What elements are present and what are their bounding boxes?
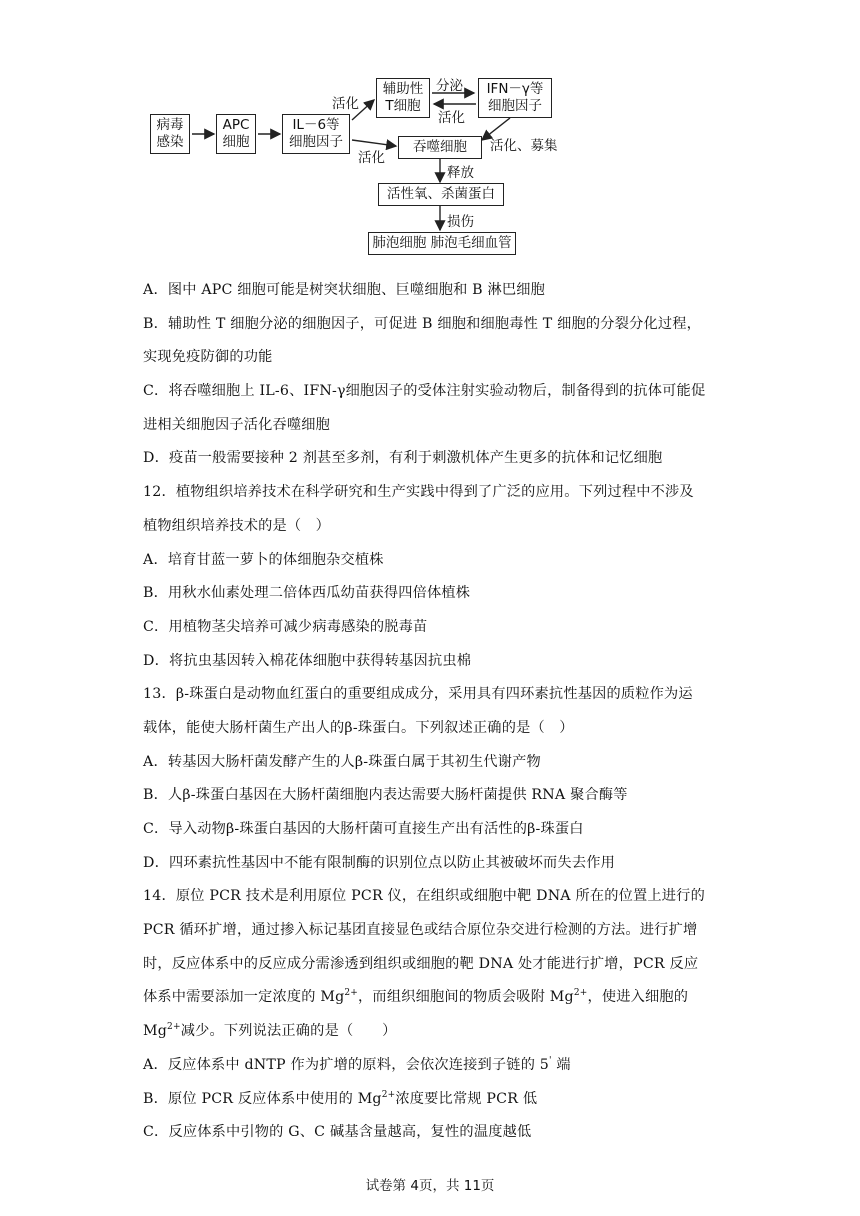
- apc-cell-box: [216, 114, 256, 154]
- il6-line-2: 细胞因子: [289, 134, 343, 150]
- label-activate-mid: 活化: [438, 110, 465, 126]
- q11-option-d: D．疫苗一般需要接种 2 剂甚至多剂，有利于刺激机体产生更多的抗体和记忆细胞: [143, 450, 663, 467]
- q12-option-b: B．用秋水仙素处理二倍体西瓜幼苗获得四倍体植株: [143, 585, 471, 602]
- mg1-sup: 2+: [344, 988, 359, 999]
- q12-stem-line-1: 12．植物组织培养技术在科学研究和生产实践中得到了广泛的应用。下列过程中不涉及: [143, 484, 694, 501]
- label-secrete: 分泌: [436, 78, 463, 94]
- q14a-post: 端: [551, 1056, 571, 1073]
- q14-stem-line-1: 14．原位 PCR 技术是利用原位 PCR 仪，在组织或细胞中靶 DNA 所在的位置上进行的: [143, 888, 705, 905]
- q14-stem-line-4: [143, 981, 723, 1015]
- q14-stem-line-3: 时，反应体系中的反应成分需渗透到组织或细胞的靶 DNA 处才能进行扩增，PCR 反应: [143, 955, 699, 972]
- lung-box: [368, 232, 516, 255]
- q14-stem-line-5: [143, 1015, 723, 1049]
- question-text: [143, 274, 723, 1150]
- virus-infection-box: [150, 114, 190, 154]
- q14b-post: 浓度要比常规 PCR 低: [395, 1090, 538, 1107]
- ros-label: 活性氧、杀菌蛋白: [387, 186, 495, 202]
- label-activate-left: 活化: [358, 150, 385, 166]
- helper-t-cell-box: [376, 78, 430, 118]
- label-activate-gather: 活化、募集: [490, 138, 558, 154]
- mg2-pre: Mg: [143, 1023, 168, 1040]
- q14-option-b: [143, 1083, 723, 1117]
- q12-option-c: C．用植物茎尖培养可减少病毒感染的脱毒苗: [143, 618, 428, 635]
- q14-option-c: C．反应体系中引物的 G、C 碱基含量越高，复性的温度越低: [143, 1124, 532, 1141]
- q13-option-a: A．转基因大肠杆菌发酵产生的人β-珠蛋白属于其初生代谢产物: [143, 753, 541, 770]
- q11-option-c-line-1: C．将吞噬细胞上 IL-6、IFN-γ细胞因子的受体注射实验动物后，制备得到的抗体可能促: [143, 383, 706, 400]
- q11-option-a: A．图中 APC 细胞可能是树突状细胞、巨噬细胞和 B 淋巴细胞: [143, 282, 546, 298]
- macrophage-label: 吞噬细胞: [413, 139, 467, 155]
- virus-line-1: 病毒: [156, 117, 184, 133]
- th-line-1: 辅助性: [382, 81, 424, 97]
- apc-line-2: 细胞: [222, 134, 250, 150]
- label-release: 释放: [447, 165, 474, 181]
- q13-stem-line-2: 载体，能使大肠杆菌生产出人的β-珠蛋白。下列叙述正确的是（ ）: [143, 719, 574, 736]
- mg1-sup2: 2+: [573, 988, 588, 999]
- ifn-line-2: 细胞因子: [488, 98, 542, 114]
- label-activate-top: 活化: [332, 96, 359, 112]
- ros-box: [378, 183, 504, 206]
- th-line-2: T细胞: [385, 98, 421, 114]
- il6-line-1: IL－6等: [292, 117, 340, 133]
- q14b-sup: 2+: [381, 1089, 396, 1100]
- q13-option-b: B．人β-珠蛋白基因在大肠杆菌细胞内表达需要大肠杆菌提供 RNA 聚合酶等: [143, 787, 628, 804]
- q14-option-a: [143, 1049, 723, 1083]
- q13-option-c: C．导入动物β-珠蛋白基因的大肠杆菌可直接生产出有活性的β-珠蛋白: [143, 821, 584, 837]
- q14a-pre: A．反应体系中 dNTP 作为扩增的原料，会依次连接到子链的 5: [143, 1056, 550, 1073]
- q14b-pre: B．原位 PCR 反应体系中使用的 Mg: [143, 1090, 382, 1107]
- q11-option-b-line-2: 实现免疫防御的功能: [143, 349, 273, 366]
- q12-option-d: D．将抗虫基因转入棉花体细胞中获得转基因抗虫棉: [143, 652, 472, 669]
- page-footer: 试卷第 4页，共 11页: [365, 1178, 495, 1194]
- q14-stem-line-2: PCR 循环扩增，通过掺入标记基团直接显色或结合原位杂交进行检测的方法。进行扩增: [143, 922, 698, 939]
- q13-option-d: D．四环素抗性基因中不能有限制酶的识别位点以防止其被破坏而失去作用: [143, 854, 615, 871]
- il6-cytokine-box: [282, 114, 350, 154]
- ifn-line-1: IFN－γ等: [486, 81, 544, 97]
- q13-stem-line-1: 13．β-珠蛋白是动物血红蛋白的重要组成成分，采用具有四环素抗性基因的质粒作为运: [143, 686, 693, 703]
- label-damage: 损伤: [447, 214, 474, 230]
- mg1-mid: ，而组织细胞间的物质会吸附 Mg: [358, 989, 574, 1006]
- q12-stem-line-2: 植物组织培养技术的是（ ）: [143, 517, 331, 534]
- q14a-sup: ': [549, 1055, 552, 1066]
- mg2-sup: 2+: [167, 1022, 181, 1033]
- immune-flow-diagram: [140, 70, 600, 260]
- mg1-post: ，使进入细胞的: [587, 989, 689, 1006]
- apc-line-1: APC: [222, 117, 250, 133]
- mg1-pre: 体系中需要添加一定浓度的 Mg: [143, 989, 345, 1006]
- q11-option-b-line-1: B．辅助性 T 细胞分泌的细胞因子，可促进 B 细胞和细胞毒性 T 细胞的分裂分化过程，: [143, 315, 702, 332]
- macrophage-box: [398, 136, 482, 159]
- ifn-cytokine-box: [478, 78, 552, 118]
- q12-option-a: A．培育甘蓝一萝卜的体细胞杂交植株: [143, 551, 384, 568]
- virus-line-2: 感染: [156, 134, 184, 150]
- q11-option-c-line-2: 进相关细胞因子活化吞噬细胞: [143, 416, 331, 433]
- mg2-post: 减少。下列说法正确的是（ ）: [180, 1023, 397, 1040]
- lung-label: 肺泡细胞 肺泡毛细血管: [372, 235, 512, 251]
